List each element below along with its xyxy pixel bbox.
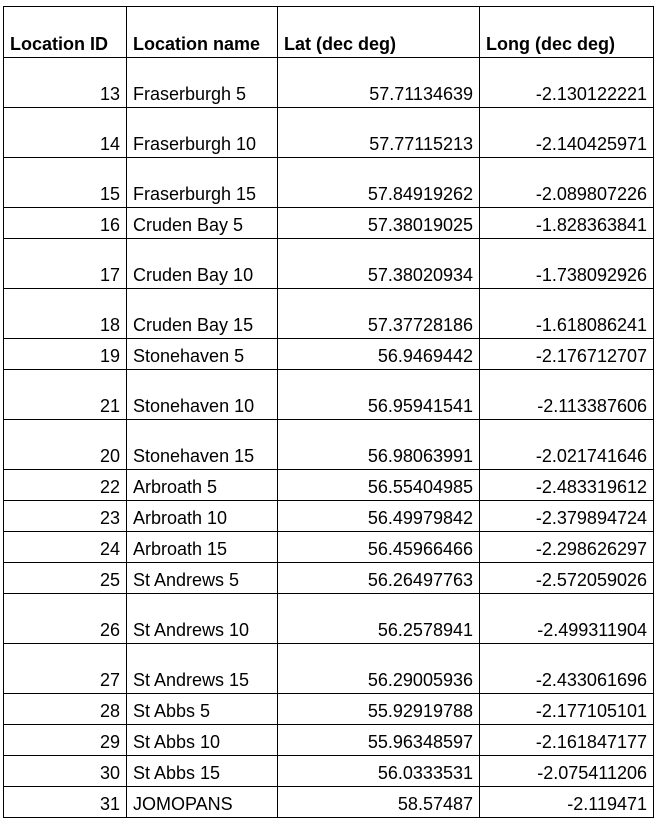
cell-location-id: 13	[4, 58, 127, 108]
cell-long: -2.433061696	[480, 644, 654, 694]
cell-long: -1.738092926	[480, 239, 654, 289]
table-row	[4, 420, 654, 470]
cell-lat: 56.29005936	[278, 644, 480, 694]
cell-long: -2.483319612	[480, 470, 654, 501]
cell-location-id: 23	[4, 501, 127, 532]
cell-location-id: 21	[4, 370, 127, 420]
header-location-id: Location ID	[4, 7, 127, 58]
cell-lat: 56.49979842	[278, 501, 480, 532]
cell-location-id: 14	[4, 108, 127, 158]
cell-location-id: 18	[4, 289, 127, 339]
cell-long: -2.113387606	[480, 370, 654, 420]
table-row	[4, 370, 654, 420]
cell-location-id: 28	[4, 694, 127, 725]
cell-location-name: St Andrews 15	[127, 644, 278, 694]
cell-lat: 57.71134639	[278, 58, 480, 108]
cell-long: -2.119471	[480, 787, 654, 818]
table-row	[4, 644, 654, 694]
table-row	[4, 725, 654, 756]
cell-lat: 57.84919262	[278, 158, 480, 208]
cell-location-name: Cruden Bay 15	[127, 289, 278, 339]
cell-location-id: 19	[4, 339, 127, 370]
cell-location-name: Stonehaven 5	[127, 339, 278, 370]
table-row	[4, 787, 654, 818]
cell-long: -2.176712707	[480, 339, 654, 370]
cell-location-name: St Abbs 5	[127, 694, 278, 725]
table-row	[4, 594, 654, 644]
cell-location-name: Stonehaven 10	[127, 370, 278, 420]
cell-lat: 56.98063991	[278, 420, 480, 470]
cell-long: -2.140425971	[480, 108, 654, 158]
cell-location-id: 30	[4, 756, 127, 787]
header-long: Long (dec deg)	[480, 7, 654, 58]
table-row	[4, 532, 654, 563]
cell-long: -2.021741646	[480, 420, 654, 470]
cell-lat: 57.38020934	[278, 239, 480, 289]
cell-location-name: Arbroath 5	[127, 470, 278, 501]
cell-location-id: 15	[4, 158, 127, 208]
cell-lat: 56.55404985	[278, 470, 480, 501]
cell-location-name: St Andrews 10	[127, 594, 278, 644]
cell-location-id: 26	[4, 594, 127, 644]
locations-table	[3, 6, 654, 818]
cell-lat: 56.9469442	[278, 339, 480, 370]
table-row	[4, 339, 654, 370]
cell-location-name: St Abbs 15	[127, 756, 278, 787]
cell-location-id: 27	[4, 644, 127, 694]
cell-long: -2.130122221	[480, 58, 654, 108]
cell-location-id: 24	[4, 532, 127, 563]
cell-location-id: 22	[4, 470, 127, 501]
cell-lat: 55.92919788	[278, 694, 480, 725]
cell-lat: 56.45966466	[278, 532, 480, 563]
cell-lat: 58.57487	[278, 787, 480, 818]
cell-lat: 55.96348597	[278, 725, 480, 756]
cell-location-id: 20	[4, 420, 127, 470]
cell-long: -2.177105101	[480, 694, 654, 725]
cell-long: -2.572059026	[480, 563, 654, 594]
table-row	[4, 694, 654, 725]
cell-location-id: 16	[4, 208, 127, 239]
cell-location-name: St Abbs 10	[127, 725, 278, 756]
cell-location-id: 25	[4, 563, 127, 594]
header-location-name: Location name	[127, 7, 278, 58]
cell-location-id: 17	[4, 239, 127, 289]
cell-long: -2.499311904	[480, 594, 654, 644]
header-row	[4, 7, 654, 58]
cell-location-name: Fraserburgh 10	[127, 108, 278, 158]
cell-long: -2.379894724	[480, 501, 654, 532]
table-row	[4, 563, 654, 594]
table-row	[4, 289, 654, 339]
cell-location-name: Stonehaven 15	[127, 420, 278, 470]
cell-location-id: 31	[4, 787, 127, 818]
cell-long: -1.618086241	[480, 289, 654, 339]
cell-location-name: Arbroath 10	[127, 501, 278, 532]
cell-lat: 57.37728186	[278, 289, 480, 339]
cell-location-name: Fraserburgh 15	[127, 158, 278, 208]
header-lat: Lat (dec deg)	[278, 7, 480, 58]
table-row	[4, 239, 654, 289]
cell-long: -1.828363841	[480, 208, 654, 239]
cell-location-name: Arbroath 15	[127, 532, 278, 563]
cell-location-name: Cruden Bay 10	[127, 239, 278, 289]
table-row	[4, 158, 654, 208]
cell-location-name: Fraserburgh 5	[127, 58, 278, 108]
table-row	[4, 470, 654, 501]
cell-long: -2.161847177	[480, 725, 654, 756]
cell-location-name: St Andrews 5	[127, 563, 278, 594]
cell-location-id: 29	[4, 725, 127, 756]
cell-long: -2.298626297	[480, 532, 654, 563]
cell-lat: 57.38019025	[278, 208, 480, 239]
cell-long: -2.075411206	[480, 756, 654, 787]
table-row	[4, 756, 654, 787]
cell-lat: 56.26497763	[278, 563, 480, 594]
cell-long: -2.089807226	[480, 158, 654, 208]
cell-location-name: Cruden Bay 5	[127, 208, 278, 239]
cell-lat: 57.77115213	[278, 108, 480, 158]
cell-lat: 56.95941541	[278, 370, 480, 420]
table-body	[4, 58, 654, 818]
table-row	[4, 208, 654, 239]
cell-location-name: JOMOPANS	[127, 787, 278, 818]
table-row	[4, 108, 654, 158]
table-row	[4, 58, 654, 108]
cell-lat: 56.0333531	[278, 756, 480, 787]
table-row	[4, 501, 654, 532]
cell-lat: 56.2578941	[278, 594, 480, 644]
